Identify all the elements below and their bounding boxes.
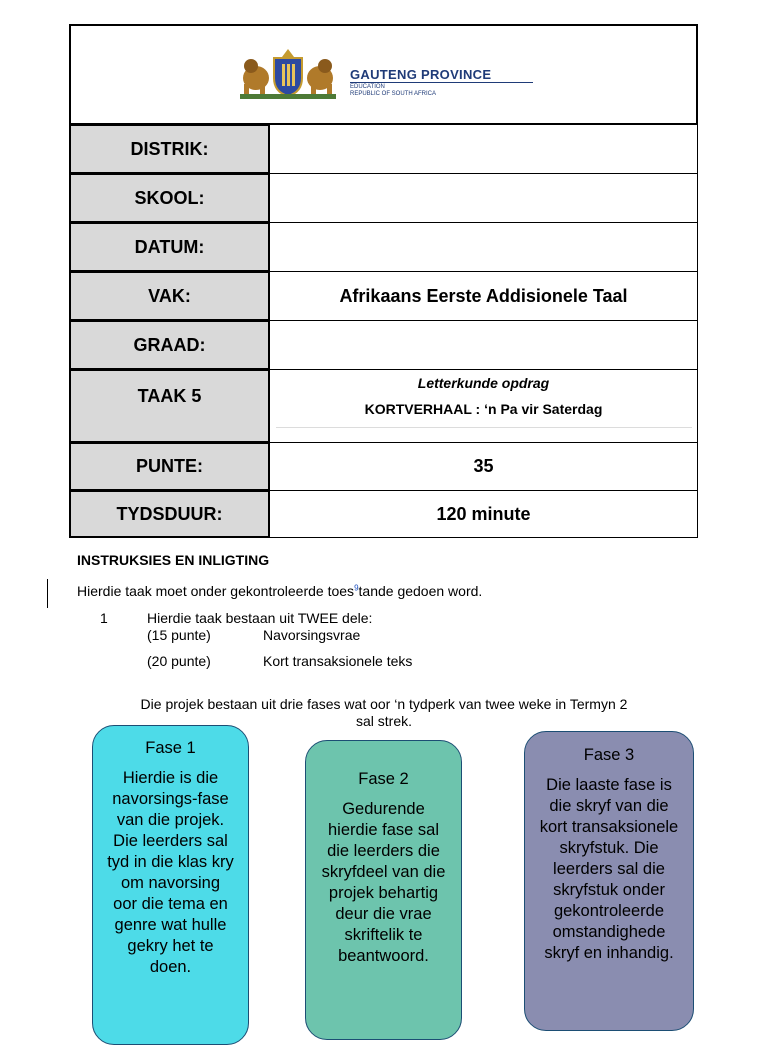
phase-1-text: Hierdie is die navorsings-fase van die projek. Die leerders sal tyd in die klas kry om navorsing oor die tema en genre wat hulle gekry het te doen. — [107, 769, 234, 976]
part-1-name: Navorsingsvrae — [263, 627, 361, 643]
taak-divider — [276, 427, 692, 428]
part-1-marks: (15 punte) — [147, 627, 211, 643]
phase-2-box — [305, 740, 462, 1040]
phase-3-box — [524, 731, 694, 1031]
phase-1-box — [92, 725, 249, 1045]
value-datum — [270, 222, 698, 272]
item-text: Hierdie taak bestaan uit TWEE dele: — [147, 610, 373, 626]
label-taak: TAAK 5 — [69, 369, 270, 443]
phase-1-title: Fase 1 — [145, 739, 196, 757]
value-vak: Afrikaans Eerste Addisionele Taal — [270, 271, 698, 321]
value-tydsduur: 120 minute — [270, 490, 698, 538]
comment-marker: 9 — [354, 583, 359, 593]
label-vak: VAK: — [69, 271, 270, 321]
part-2-name: Kort transaksionele teks — [263, 653, 413, 669]
value-taak — [270, 369, 698, 443]
intro-text-end: tande gedoen word. — [358, 583, 483, 599]
phase-3-text: Die laaste fase is die skryf van die kort transaksionele skryfstuk. Die leerders sal die skryfstuk onder gekontroleerde omstandighede skryf en inhandig. — [539, 776, 679, 962]
intro-text-start: Hierdie taak moet onder gekontroleerde toes — [77, 583, 355, 599]
value-graad — [270, 320, 698, 370]
item-number: 1 — [100, 610, 108, 626]
logo-subtitle-education: EDUCATION — [350, 84, 385, 90]
project-description-line-2: sal strek. — [355, 713, 412, 729]
phase-2-text: Gedurende hierdie fase sal die leerders die skryfdeel van die projek behartig deur die vrae skriftelik te beantwoord. — [321, 800, 446, 965]
label-datum: DATUM: — [69, 222, 270, 272]
part-2-marks: (20 punte) — [147, 653, 211, 669]
text-cursor — [47, 579, 48, 608]
label-skool: SKOOL: — [69, 173, 270, 223]
value-punte: 35 — [270, 442, 698, 491]
logo-subtitle-country: REPUBLIC OF SOUTH AFRICA — [350, 91, 437, 97]
row-skool — [69, 173, 698, 223]
coat-of-arms-icon — [234, 48, 342, 100]
project-description-line-1: Die projek bestaan uit drie fases wat oor ‘n tydperk van twee weke in Termyn 2 — [140, 696, 628, 712]
label-distrik: DISTRIK: — [69, 124, 270, 174]
label-graad: GRAAD: — [69, 320, 270, 370]
label-tydsduur: TYDSDUUR: — [69, 490, 270, 538]
row-punte — [69, 442, 698, 491]
gauteng-logo — [234, 48, 534, 100]
value-distrik — [270, 124, 698, 174]
phase-3-title: Fase 3 — [583, 746, 635, 764]
row-distrik — [69, 124, 698, 174]
row-datum — [69, 222, 698, 272]
instructions-heading: INSTRUKSIES EN INLIGTING — [77, 552, 270, 568]
row-vak — [69, 271, 698, 321]
row-graad — [69, 320, 698, 370]
phase-2-title: Fase 2 — [358, 770, 409, 788]
label-punte: PUNTE: — [69, 442, 270, 491]
row-taak — [69, 369, 698, 443]
logo-divider — [350, 82, 533, 83]
value-skool — [270, 173, 698, 223]
logo-title: GAUTENG PROVINCE — [350, 67, 492, 82]
taak-title: KORTVERHAAL : ‘n Pa vir Saterdag — [364, 401, 603, 417]
taak-type: Letterkunde opdrag — [417, 375, 550, 391]
row-tydsduur — [69, 490, 698, 538]
instructions-intro — [77, 583, 482, 599]
